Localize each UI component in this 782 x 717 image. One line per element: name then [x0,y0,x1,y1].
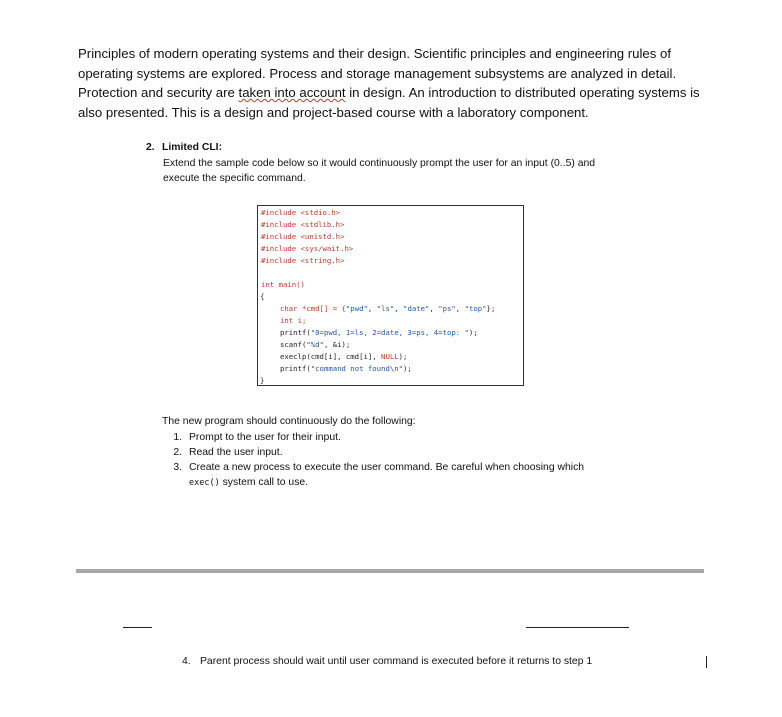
code-line-scanf [280,340,350,349]
code-cmd-decl: char *cmd[] = { [280,304,346,313]
requirements-lead: The new program should continuously do the following: [162,416,416,427]
blank-line-left [123,627,152,628]
intro-text-1: Principles of modern operating systems and their design. Scientific principles and engineering rules of operating systems are explored. Process and storage management subsystems are analyzed in detail. Protection and security are [78,46,677,100]
intro-paragraph [78,44,718,122]
code-close-brace: } [260,376,265,385]
list-item-text: Read the user input. [189,447,283,458]
code-string: "command not found\n" [310,364,404,373]
code-null: NULL [381,352,399,361]
code-include-1: #include <stdio.h> [261,208,341,217]
code-punct: }; [486,304,496,313]
section-limited-cli [146,140,666,186]
program-requirements [162,414,632,491]
code-punct: ); [398,352,408,361]
section-heading [146,140,666,155]
code-string: "pwd" [345,304,368,313]
section-number: 2. [146,142,155,153]
section-description: Extend the sample code below so it would continuously prompt the user for an input (0..5) and execute the specific command. [163,158,596,184]
text-cursor [706,656,707,668]
list-item-text-a: Create a new process to execute the user command. Be careful when choosing which [189,462,585,473]
list-item-number: 3. [173,462,182,473]
code-string: "ls" [376,304,395,313]
list-item-number: 4. [182,656,191,667]
code-line-printf-prompt [280,328,478,337]
code-line-execlp [280,352,407,361]
list-item-number: 1. [173,432,182,443]
code-punct: ); [403,364,412,373]
code-string: "0=pwd, 1=ls, 2=date, 3=ps, 4=top: " [310,328,469,337]
list-item-step-4 [182,654,592,669]
blank-line-right [526,627,629,628]
code-string: "top" [464,304,487,313]
code-include-3: #include <unistd.h> [261,232,345,241]
list-item-text [189,460,632,491]
code-fn: printf( [280,364,311,373]
code-punct: , &i); [323,340,351,349]
code-line-cmd-array: char *cmd[] = {"pwd", "ls", "date", "ps", "top"}; [280,304,496,313]
section-title: Limited CLI: [162,142,223,153]
intro-text-2: in design. An introduction to distributed operating systems is also presented. This is a design and project-based course with a laboratory component. [78,85,700,120]
code-include-4: #include <sys/wait.h> [261,244,354,253]
code-fn: execlp(cmd[i], cmd[i], [280,352,382,361]
list-item [162,430,632,445]
code-open-brace: { [260,292,265,301]
code-include-2: #include <stdlib.h> [261,220,345,229]
list-item-text: Prompt to the user for their input. [189,432,341,443]
list-item-number: 2. [173,447,182,458]
list-item [162,460,632,491]
list-item-text: Parent process should wait until user command is executed before it returns to step 1 [200,656,593,667]
code-fn: printf( [280,328,311,337]
code-string: "date" [403,304,430,313]
code-fn: scanf( [280,340,307,349]
code-string: "%d" [306,340,324,349]
code-line-printf-notfound [280,364,412,373]
code-punct: ); [468,328,478,337]
list-item [162,445,632,460]
list-item-text-b: system call to use. [219,477,309,488]
code-string: "ps" [438,304,456,313]
spellcheck-flagged-phrase: taken into account [238,85,346,100]
code-line-int-i: int i; [280,316,307,325]
code-include-5: #include <string.h> [261,256,345,265]
code-main-signature: int main() [261,280,305,289]
code-sample-box [257,205,524,386]
page-divider [76,569,704,573]
inline-code-exec: exec() [189,478,220,488]
